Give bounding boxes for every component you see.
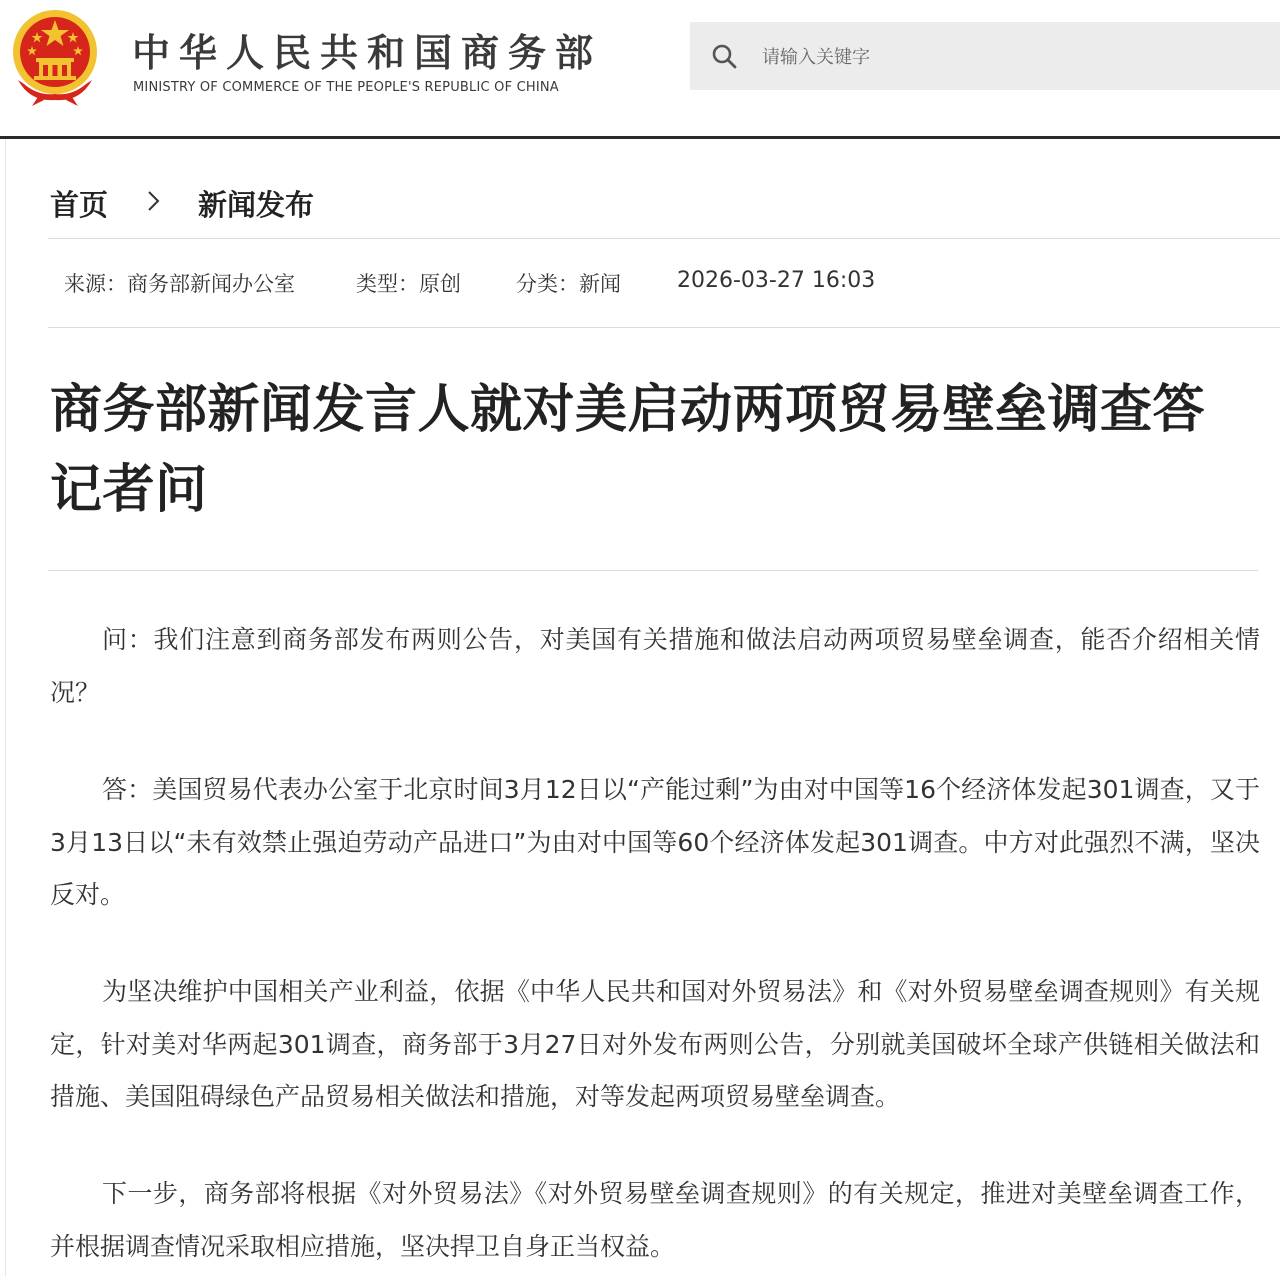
- search-icon[interactable]: [711, 43, 737, 69]
- article-paragraph: 为坚决维护中国相关产业利益，依据《中华人民共和国对外贸易法》和《对外贸易壁垒调查规则》有关规定，针对美对华两起301调查，商务部于3月27日对外发布两则公告，分别就美国破坏全球产供链相关做法和措施、美国阻碍绿色产品贸易相关做法和措施，对等发起两项贸易壁垒调查。: [50, 977, 1260, 1111]
- site-name-english[interactable]: MINISTRY OF COMMERCE OF THE PEOPLE'S REPUBLIC OF CHINA: [133, 80, 559, 95]
- content-frame-border: [5, 139, 6, 1276]
- meta-category: 分类：新闻: [516, 272, 621, 296]
- national-emblem-icon[interactable]: [10, 10, 100, 106]
- title-divider: [48, 570, 1258, 571]
- article-paragraph: 答：美国贸易代表办公室于北京时间3月12日以“产能过剩”为由对中国等16个经济体发起301调查，又于3月13日以“未有效禁止强迫劳动产品进口”为由对中国等60个经济体发起301调查。中方对此强烈不满，坚决反对。: [50, 775, 1260, 909]
- meta-datetime: 2026-03-27 16:03: [677, 268, 876, 293]
- article-paragraph: 下一步，商务部将根据《对外贸易法》《对外贸易壁垒调查规则》的有关规定，推进对美壁垒调查工作，并根据调查情况采取相应措施，坚决捍卫自身正当权益。: [50, 1179, 1260, 1261]
- site-name[interactable]: 中华人民共和国商务部: [132, 31, 603, 75]
- article-paragraph: 问：我们注意到商务部发布两则公告，对美国有关措施和做法启动两项贸易壁垒调查，能否介绍相关情况？: [50, 625, 1260, 707]
- breadcrumb-divider: [48, 238, 1280, 239]
- search-box: [690, 22, 1280, 90]
- meta-divider: [48, 327, 1280, 328]
- breadcrumb-home-link[interactable]: 首页: [50, 188, 109, 222]
- search-input[interactable]: [760, 36, 1244, 78]
- meta-source: 来源：商务部新闻办公室: [64, 272, 295, 296]
- breadcrumb-current-link[interactable]: 新闻发布: [198, 188, 315, 222]
- meta-type: 类型：原创: [356, 272, 461, 296]
- chevron-right-icon: [144, 187, 164, 215]
- header-divider: [0, 136, 1280, 139]
- article-title: 商务部新闻发言人就对美启动两项贸易壁垒调查答记者问: [50, 380, 1206, 520]
- site-header: [0, 0, 1280, 136]
